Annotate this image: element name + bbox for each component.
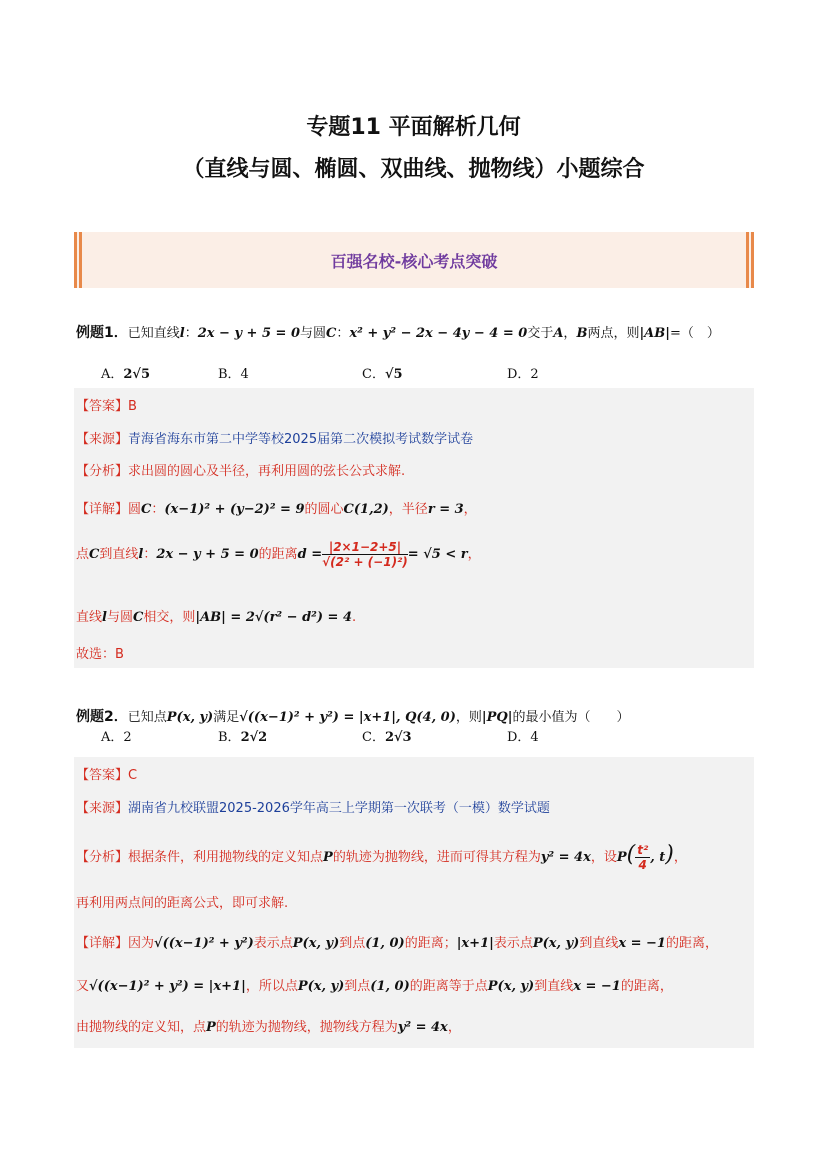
fraction-denominator: √(2² + (−1)²) <box>322 555 408 569</box>
source-tag: 【来源】 <box>76 432 129 447</box>
ex2-source <box>76 797 550 816</box>
math-l: l <box>102 610 107 625</box>
fraction-denominator: 4 <box>638 858 647 872</box>
text: 到直线 <box>534 979 574 994</box>
ex1-conclusion: 故选：B <box>76 647 124 662</box>
text: 的距离 <box>258 547 298 562</box>
math: y² = 4x <box>397 1020 448 1035</box>
math-circle-eq: x² + y² − 2x − 4y − 4 = 0 <box>349 326 528 341</box>
math: P(x, y) <box>532 936 580 951</box>
text: ，所以点 <box>245 979 298 994</box>
math: √((x−1)² + y²) = |x+1| <box>89 979 246 994</box>
math-P: P <box>323 850 333 865</box>
text: ， <box>463 502 477 517</box>
paren-left: ( <box>626 842 636 867</box>
text: ， <box>467 547 481 562</box>
math: P(x, y) <box>487 979 535 994</box>
math: (1, 0) <box>365 936 405 951</box>
math: (1, 0) <box>370 979 410 994</box>
ex2-detail-line2 <box>76 975 673 994</box>
text: 交于 <box>527 326 554 341</box>
text: 由抛物线的定义知，点 <box>76 1020 207 1035</box>
text: 圆 <box>128 502 142 517</box>
text: 的轨迹为抛物线，抛物线方程为 <box>215 1020 398 1035</box>
math: = √5 < r <box>407 547 468 562</box>
ex1-source <box>76 428 473 447</box>
math-C: C <box>326 326 337 341</box>
ex2-option-c <box>362 726 412 745</box>
ex1-stem <box>76 322 720 342</box>
math-C: C <box>132 610 144 625</box>
text: C． <box>362 730 385 745</box>
source-text: 青海省海东市第二中学等校2025届第二次模拟考试数学试卷 <box>128 432 474 447</box>
text: 因为 <box>128 936 155 951</box>
text: 的距离； <box>404 936 457 951</box>
math-A: A <box>553 326 564 341</box>
math: y² = 4x <box>540 850 591 865</box>
text: 的圆心 <box>304 502 344 517</box>
text: 的距离等于点 <box>409 979 488 994</box>
math: , t <box>650 850 666 865</box>
detail-tag: 【详解】 <box>76 936 129 951</box>
detail-tag: 【详解】 <box>76 502 129 517</box>
ex1-detail-line1 <box>76 498 477 517</box>
math-PQ: |PQ| <box>481 710 513 725</box>
ex2-analysis-line2: 再利用两点间的距离公式，即可求解. <box>76 896 289 911</box>
ex1-detail-line3 <box>76 606 356 625</box>
text: ，设 <box>590 850 617 865</box>
ex2-option-a: A．2 <box>101 730 132 745</box>
text: 已知直线 <box>127 326 180 341</box>
math-C: C <box>141 502 152 517</box>
ex1-option-c <box>362 363 403 382</box>
ex2-analysis-line1 <box>76 842 687 872</box>
text: . <box>352 610 357 625</box>
text: 点 <box>76 547 90 562</box>
math-C: C <box>89 547 100 562</box>
text: 已知点 <box>127 710 167 725</box>
math: d = <box>297 547 323 562</box>
page-subtitle: （直线与圆、椭圆、双曲线、抛物线）小题综合 <box>182 157 645 182</box>
ex1-label: 例题1． <box>76 325 128 341</box>
text: ， <box>673 850 687 865</box>
text: 与圆 <box>300 326 327 341</box>
banner-text: 百强名校-核心考点突破 <box>330 252 498 271</box>
text: ，半径 <box>388 502 428 517</box>
math: 2√2 <box>240 730 268 745</box>
text: 的距离， <box>665 936 718 951</box>
ex1-option-d: D．2 <box>507 367 539 382</box>
math: |x+1| <box>456 936 494 951</box>
text: 相交，则 <box>143 610 196 625</box>
ex2-solution-box <box>74 789 754 1048</box>
math: √5 <box>384 367 403 382</box>
math-P: P(x, y) <box>166 710 214 725</box>
text: ： <box>143 547 157 562</box>
ex2-option-b <box>218 726 267 745</box>
answer-value: B <box>128 399 137 414</box>
ex2-detail-line3 <box>76 1016 461 1035</box>
text: 表示点 <box>493 936 533 951</box>
math: 2√3 <box>384 730 412 745</box>
text: ， <box>563 326 577 341</box>
math: x = −1 <box>573 979 621 994</box>
text: 的距离， <box>620 979 673 994</box>
ex2-label: 例题2． <box>76 709 128 725</box>
paren-right: ) <box>665 842 674 867</box>
text: 根据条件，利用抛物线的定义知点 <box>128 850 324 865</box>
text: 两点，则 <box>587 326 640 341</box>
ex1-option-b: B．4 <box>218 367 249 382</box>
math: 2x − y + 5 = 0 <box>156 547 259 562</box>
text: =（ ） <box>670 326 720 341</box>
analysis-tag: 【分析】 <box>76 464 129 479</box>
page-title: 专题11 平面解析几何 <box>306 115 521 140</box>
math-condition: √((x−1)² + y²) = |x+1|, Q(4, 0) <box>239 710 456 725</box>
fraction-numerator: t² <box>637 843 649 857</box>
fraction-numerator: |2×1−2+5| <box>322 540 408 555</box>
math: x = −1 <box>618 936 666 951</box>
text: 的最小值为（ ） <box>512 710 630 725</box>
math-B: B <box>576 326 588 341</box>
source-tag: 【来源】 <box>76 801 129 816</box>
ex2-answer-box <box>74 757 754 789</box>
math-P: P <box>206 1020 216 1035</box>
distance-fraction <box>322 540 408 569</box>
math: P(x, y) <box>297 979 345 994</box>
math: 2√5 <box>123 367 151 382</box>
text: 直线 <box>76 610 103 625</box>
text: 到直线 <box>579 936 619 951</box>
text: 表示点 <box>253 936 293 951</box>
text: 到点 <box>339 936 366 951</box>
ex2-option-d: D．4 <box>507 730 539 745</box>
ex2-answer <box>76 764 137 783</box>
math: |AB| = 2√(r² − d²) = 4 <box>195 610 352 625</box>
text: ： <box>184 326 198 341</box>
text: 与圆 <box>106 610 133 625</box>
source-text: 湖南省九校联盟2025-2026学年高三上学期第一次联考（一模）数学试题 <box>128 801 550 816</box>
ex1-option-a <box>101 363 150 382</box>
math-line-eq: 2x − y + 5 = 0 <box>197 326 301 341</box>
ex2-stem <box>76 706 629 726</box>
ex1-analysis <box>76 460 405 479</box>
text: 满足 <box>213 710 240 725</box>
analysis-tag: 【分析】 <box>76 850 129 865</box>
text: B． <box>218 730 241 745</box>
text: ，则 <box>455 710 482 725</box>
text: ： <box>151 502 165 517</box>
text: ： <box>336 326 350 341</box>
ex1-answer-box <box>74 388 754 420</box>
section-banner <box>74 232 754 288</box>
math: r = 3 <box>427 502 464 517</box>
text: 的轨迹为抛物线，进而可得其方程为 <box>332 850 541 865</box>
text: A． <box>101 367 124 382</box>
text: 又 <box>76 979 90 994</box>
math-l: l <box>179 326 185 341</box>
math-P: P <box>616 850 627 865</box>
ex2-detail-line1 <box>76 932 718 951</box>
math: P(x, y) <box>292 936 340 951</box>
math-AB: |AB| <box>639 326 670 341</box>
text: ， <box>447 1020 461 1035</box>
answer-value: C <box>128 768 138 783</box>
analysis-text: 求出圆的圆心及半径，再利用圆的弦长公式求解. <box>128 464 406 479</box>
text: 到直线 <box>99 547 139 562</box>
t-fraction <box>635 843 650 872</box>
math: C(1,2) <box>343 502 389 517</box>
answer-tag: 【答案】 <box>76 399 129 414</box>
text: 到点 <box>344 979 371 994</box>
text: C． <box>362 367 385 382</box>
math: (x−1)² + (y−2)² = 9 <box>164 502 305 517</box>
math: √((x−1)² + y²) <box>154 936 254 951</box>
math-l: l <box>138 547 144 562</box>
ex1-answer <box>76 395 137 414</box>
ex1-detail-line2 <box>76 540 481 569</box>
answer-tag: 【答案】 <box>76 768 129 783</box>
